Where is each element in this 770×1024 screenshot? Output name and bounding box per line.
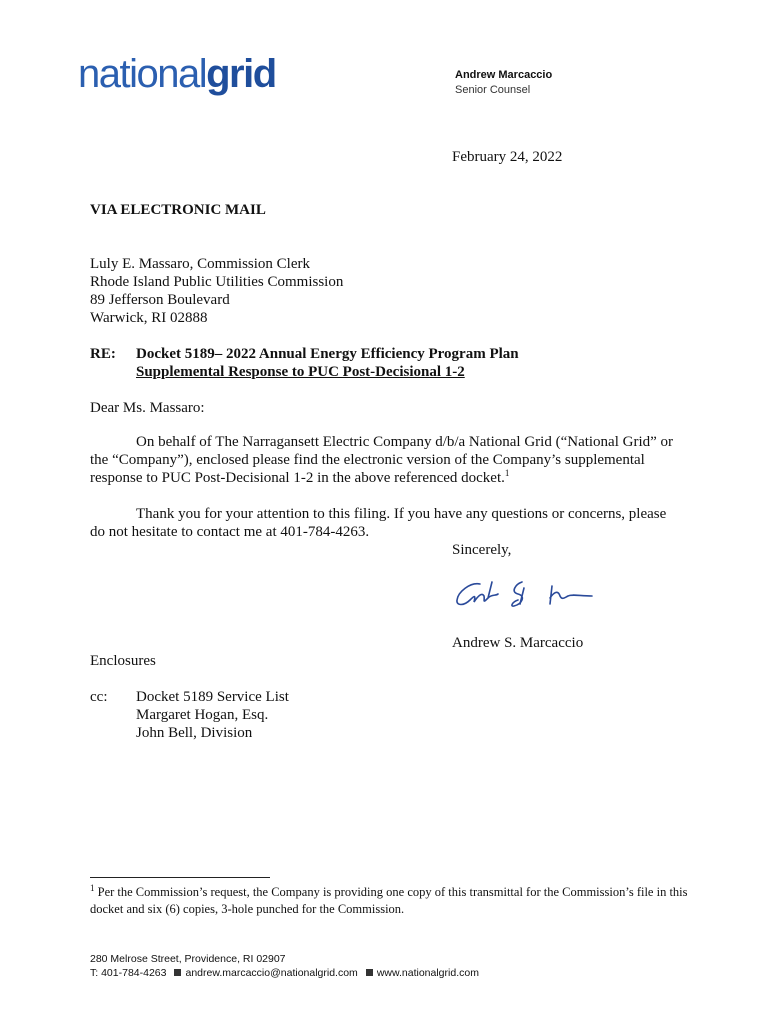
letter-date: February 24, 2022 [452,149,563,165]
re-subject [136,345,519,381]
recipient-line: 89 Jefferson Boulevard [90,292,230,308]
paragraph-line-text: response to PUC Post-Decisional 1-2 in the above referenced docket. [90,470,505,486]
recipient-address [90,255,343,327]
footnote-number: 1 [90,882,95,893]
footer-phone: T: 401-784-4263 [90,967,167,979]
logo-text-grid: grid [206,52,276,96]
paragraph-line: the “Company”), enclosed please find the electronic version of the Company’s supplemental [90,452,645,468]
national-grid-logo [78,54,276,94]
recipient-line: Luly E. Massaro, Commission Clerk [90,256,310,272]
sender-name: Andrew Marcaccio [455,69,553,81]
logo-text-national: national [78,52,207,96]
footnote-text: Per the Commission’s request, the Company is providing one copy of this transmittal for the Commission’s file in this docket and six (6) copies, 3-hole punched for the Commission. [90,885,688,916]
sender-block [455,68,552,98]
paragraph-line [90,469,673,487]
cc-label: cc: [90,689,108,705]
re-line-2: Supplemental Response to PUC Post-Decisional 1-2 [136,364,465,380]
footnote [90,884,690,918]
cc-item: Margaret Hogan, Esq. [136,707,269,723]
paragraph-line: do not hesitate to contact me at 401-784-4263. [90,524,370,540]
re-line-1: Docket 5189– 2022 Annual Energy Efficiency Program Plan [136,346,519,362]
cc-item: John Bell, Division [136,725,253,741]
paragraph-line: On behalf of The Narragansett Electric Company d/b/a National Grid (“National Grid” or [136,434,674,450]
salutation: Dear Ms. Massaro: [90,400,205,416]
delivery-method: VIA ELECTRONIC MAIL [90,202,266,218]
closing: Sincerely, [452,542,512,558]
signature-name: Andrew S. Marcaccio [452,635,584,651]
paragraph-line: Thank you for your attention to this filing. If you have any questions or concerns, please [136,506,667,522]
page-footer [90,952,479,980]
body-paragraph-1 [90,433,673,487]
recipient-line: Warwick, RI 02888 [90,310,208,326]
square-bullet-icon [174,969,181,976]
footer-contact-line [90,966,479,980]
handwritten-signature [452,574,602,614]
cc-item: Docket 5189 Service List [136,689,289,705]
sender-title: Senior Counsel [455,84,531,96]
cc-list [136,688,289,742]
recipient-line: Rhode Island Public Utilities Commission [90,274,344,290]
body-paragraph-2 [90,505,666,541]
footnote-separator [90,877,270,878]
re-label: RE: [90,346,116,362]
footnote-reference: 1 [504,468,510,478]
footer-website[interactable]: www.nationalgrid.com [376,967,479,979]
square-bullet-icon [366,969,373,976]
footer-email[interactable]: andrew.marcaccio@nationalgrid.com [185,967,358,979]
footer-address: 280 Melrose Street, Providence, RI 02907 [90,953,286,965]
enclosures-label: Enclosures [90,653,156,669]
